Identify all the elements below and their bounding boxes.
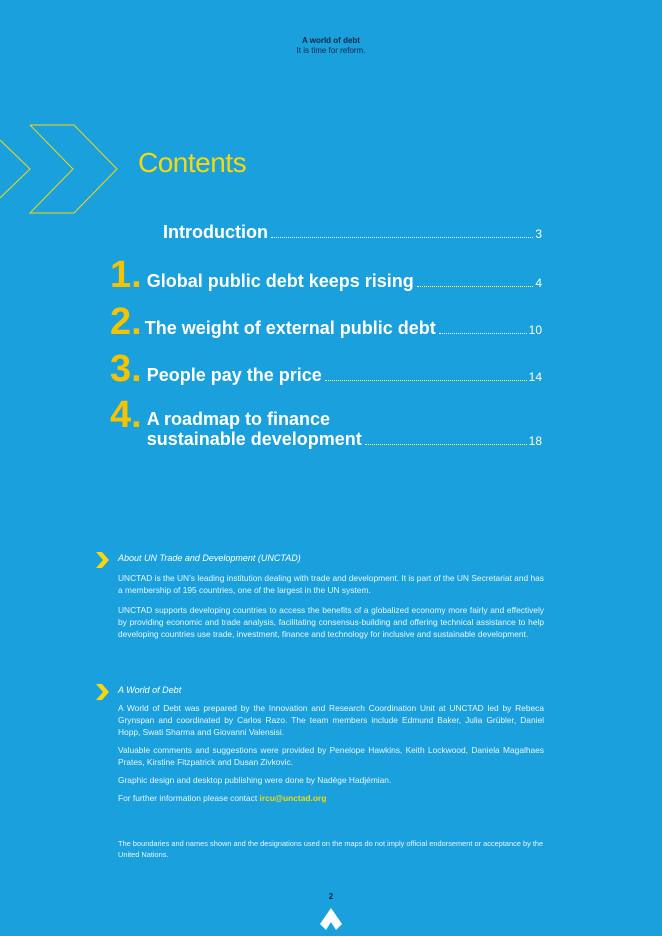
toc-title: The weight of external public debt (144, 318, 436, 338)
toc-leader-dots (325, 379, 527, 381)
page-number: 2 (328, 892, 334, 901)
toc-page-number: 18 (528, 434, 542, 448)
toc-entry-4[interactable] (110, 396, 542, 449)
credits-section (96, 684, 546, 804)
publication-subtitle: It is time for reform. (296, 46, 366, 55)
toc-page-number: 3 (535, 227, 542, 241)
toc-title-line2: sustainable development (146, 429, 362, 449)
contact-prefix: For further information please contact (118, 793, 260, 803)
toc-title: People pay the price (146, 365, 322, 385)
toc-title: Introduction (163, 222, 268, 242)
toc-chapter-number: 1. (110, 254, 142, 296)
toc-leader-dots (271, 236, 533, 238)
toc-title-line1: A roadmap to finance (146, 409, 331, 429)
contact-email-link[interactable]: ircu@unctad.org (259, 793, 327, 803)
toc-page-number: 10 (528, 323, 542, 337)
page-header (0, 36, 662, 56)
contents-heading: Contents (138, 147, 247, 178)
chevron-right-icon (96, 552, 110, 568)
credits-paragraph: Valuable comments and suggestions were provided by Penelope Hawkins, Keith Lockwood, Daniela Magalhaes Prates, Kirstine Fitzpatrick and Dusan Zivkovic. (118, 745, 544, 767)
chevron-right-icon (96, 684, 110, 700)
toc-entry-1[interactable] (110, 256, 542, 294)
credits-heading: A World of Debt (118, 685, 182, 695)
toc-leader-dots (365, 443, 527, 445)
chevron-decoration-icon (0, 122, 120, 216)
toc-page-number: 4 (535, 276, 542, 290)
about-section (96, 552, 546, 640)
credits-paragraph: A World of Debt was prepared by the Innovation and Research Coordination Unit at UNCTAD led by Rebeca Grynspan and coordinated by Carlos Razo. The team members include Edmund Baker, Julia Grübler, Daniel Hopp, Swati Sharma and Giovanni Valensisi. (118, 703, 544, 737)
about-paragraph: UNCTAD is the UN’s leading institution dealing with trade and development. It is part of the UN Secretariat and has a membership of 195 countries, one of the largest in the UN system. (118, 573, 544, 595)
map-disclaimer: The boundaries and names shown and the designations used on the maps do not imply official endorsement or acceptance by the United Nations. (118, 839, 544, 859)
toc-title: Global public debt keeps rising (146, 271, 414, 291)
publication-title: A world of debt (302, 36, 360, 45)
about-heading: About UN Trade and Development (UNCTAD) (118, 553, 301, 563)
about-paragraph: UNCTAD supports developing countries to access the benefits of a globalized economy more fairly and effectively by providing economic and trade analysis, facilitating consensus-building and offering technical assistance to help developing countries use trade, investment, finance and technology for inclusive and sustainable development. (118, 605, 544, 639)
toc-chapter-number: 3. (110, 348, 142, 390)
toc-entry-2[interactable] (110, 303, 542, 341)
toc-leader-dots (439, 332, 527, 334)
toc-entry-introduction[interactable] (163, 222, 542, 243)
toc-entry-3[interactable] (110, 350, 542, 388)
contact-paragraph (118, 792, 544, 804)
toc-chapter-number: 2. (110, 301, 142, 343)
credits-paragraph: Graphic design and desktop publishing were done by Nadège Hadjémian. (118, 775, 392, 785)
about-body (118, 572, 544, 640)
toc-leader-dots (417, 285, 534, 287)
toc-chapter-number: 4. (110, 394, 142, 436)
toc-page-number: 14 (528, 370, 542, 384)
credits-body (118, 702, 544, 804)
up-arrow-logo-icon (320, 908, 342, 930)
